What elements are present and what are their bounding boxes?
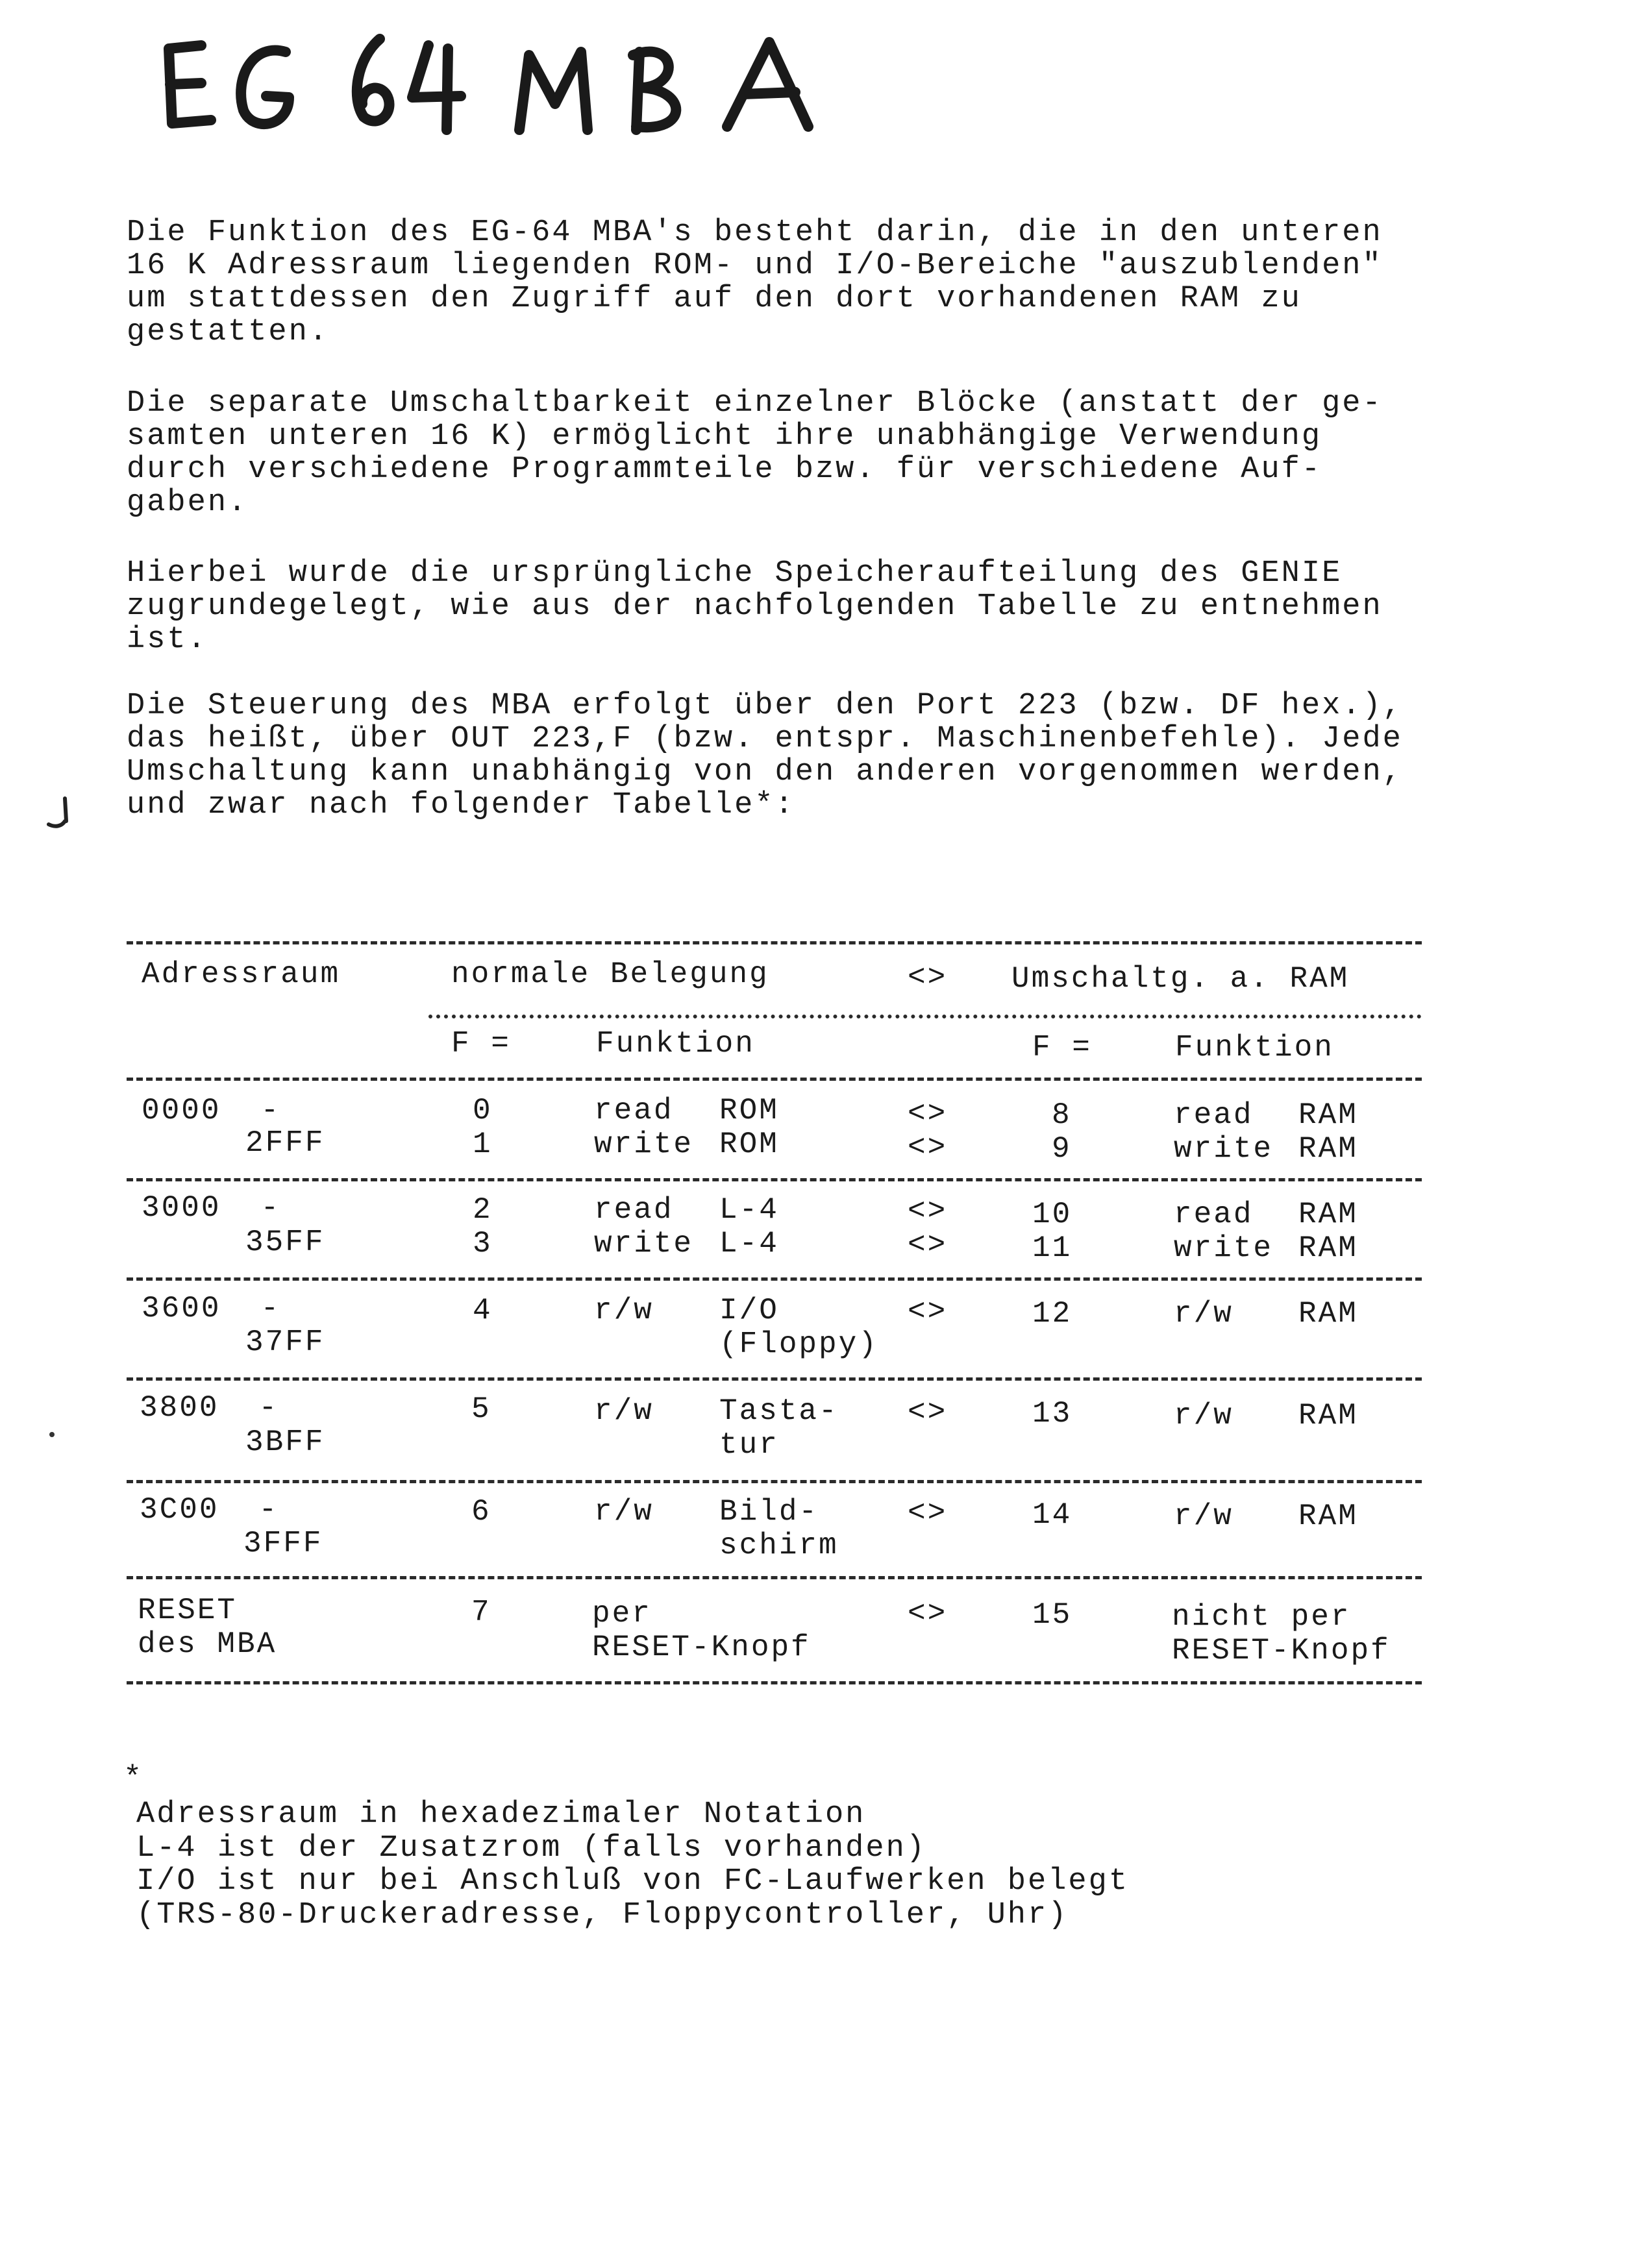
row-func-mode: r/w xyxy=(594,1294,654,1327)
handwritten-title xyxy=(156,19,857,149)
row-ram-mode: r/w xyxy=(1174,1399,1234,1433)
row-f-ram: 15 xyxy=(1032,1598,1072,1632)
row-ram-mode: r/w xyxy=(1174,1297,1234,1331)
row-addr-end: 3FFF xyxy=(243,1527,323,1560)
row-ram-target: RAM xyxy=(1298,1499,1358,1533)
row-arrow: <> <> xyxy=(908,1194,948,1262)
header-normale-belegung: normale Belegung xyxy=(451,957,769,991)
row-f: 6 xyxy=(471,1495,491,1529)
footnote-line: (TRS-80-Druckeradresse, Floppycontroller, Uhr) xyxy=(136,1898,1069,1932)
header-dotted-rule xyxy=(428,1015,1422,1018)
row-ram-mode: r/w xyxy=(1174,1499,1234,1533)
header-umschaltung: Umschaltg. a. RAM xyxy=(1011,962,1350,996)
row-addr-start: 3800 - xyxy=(140,1391,279,1425)
row-arrow: <> xyxy=(908,1597,948,1631)
row-func-mode: read write xyxy=(594,1094,694,1161)
paragraph-switching: Die separate Umschaltbarkeit einzelner Blöcke (anstatt der ge- samten unteren 16 K) ermöglicht ihre unabhängige Verwendung durch verschiedene Programmteile bzw. für verschiedene Auf- gaben. xyxy=(127,386,1383,520)
header-arrow: <> xyxy=(908,961,948,994)
row-f-ram: 13 xyxy=(1032,1397,1072,1431)
title-handwriting-icon xyxy=(156,19,857,149)
row-func-target: Bild- schirm xyxy=(719,1495,839,1562)
row-f: 4 xyxy=(473,1294,493,1327)
row-addr-end: 3BFF xyxy=(245,1425,325,1459)
row-ram-target: RAM RAM xyxy=(1298,1198,1358,1265)
row-arrow: <> <> xyxy=(908,1097,948,1165)
row-f-ram: 10 11 xyxy=(1032,1198,1072,1265)
row-func-target: ROM ROM xyxy=(719,1094,779,1161)
row-ram-target: RAM xyxy=(1298,1399,1358,1433)
row-func-mode: r/w xyxy=(594,1394,654,1428)
row-addr-end: 37FF xyxy=(245,1325,325,1359)
footnote-star: * xyxy=(123,1762,144,1796)
row-arrow: <> xyxy=(908,1396,948,1429)
row-ram-target: RAM xyxy=(1298,1297,1358,1331)
row-addr-start: 3000 - xyxy=(142,1191,281,1225)
row-ram-mode: nicht per RESET-Knopf xyxy=(1172,1600,1391,1668)
row-addr-end: 35FF xyxy=(245,1226,325,1259)
header-funktion-right: Funktion xyxy=(1175,1031,1334,1065)
row-f-ram: 14 xyxy=(1032,1498,1072,1532)
row-func-target: L-4 L-4 xyxy=(719,1193,779,1261)
table-rule-row xyxy=(127,1178,1422,1181)
table-rule-header xyxy=(127,1078,1422,1081)
paragraph-intro: Die Funktion des EG-64 MBA's besteht darin, die in den unteren 16 K Adressraum liegenden ROM- und I/O-Bereiche "auszublenden" um stattdessen den Zugriff auf den dort vorhandenen RAM zu gestatten. xyxy=(127,216,1383,349)
row-f: 5 xyxy=(471,1392,491,1426)
row-func-target: Tasta- tur xyxy=(719,1394,839,1462)
table-rule-row xyxy=(127,1377,1422,1381)
table-rule-row xyxy=(127,1480,1422,1483)
footnote-line: I/O ist nur bei Anschluß von FC-Laufwerken belegt xyxy=(136,1864,1130,1899)
row-addr-start: 3600 - xyxy=(142,1292,281,1325)
row-reset-label: RESET des MBA xyxy=(138,1594,277,1661)
row-ram-target: RAM RAM xyxy=(1298,1098,1358,1166)
row-arrow: <> xyxy=(908,1295,948,1329)
header-funktion-left: Funktion xyxy=(596,1027,755,1061)
scan-speck-icon xyxy=(39,795,78,834)
paragraph-port-control: Die Steuerung des MBA erfolgt über den Port 223 (bzw. DF hex.), das heißt, über OUT 223,F (bzw. entspr. Maschinenbefehle). Jede Umschaltung kann unabhängig von den anderen vorgenommen werden, und zwar nach folgender Tabelle*: xyxy=(127,689,1403,822)
row-func-mode: read write xyxy=(594,1193,694,1261)
row-f: 0 1 xyxy=(473,1094,493,1161)
footnote-line: Adressraum in hexadezimaler Notation xyxy=(136,1797,866,1832)
table-rule-bottom xyxy=(127,1681,1422,1684)
row-f-ram: 12 xyxy=(1032,1297,1072,1331)
paragraph-memory-layout: Hierbei wurde die ursprüngliche Speicheraufteilung des GENIE zugrundegelegt, wie aus der nachfolgenden Tabelle zu entnehmen ist. xyxy=(127,556,1383,657)
table-rule-row xyxy=(127,1576,1422,1579)
row-f-ram: 8 9 xyxy=(1052,1098,1072,1166)
table-rule-row xyxy=(127,1277,1422,1281)
row-addr-end: 2FFF xyxy=(245,1126,325,1160)
row-func-mode: r/w xyxy=(594,1495,654,1529)
footnote-line: L-4 ist der Zusatzrom (falls vorhanden) xyxy=(136,1831,926,1866)
row-f: 7 xyxy=(471,1596,491,1629)
row-arrow: <> xyxy=(908,1496,948,1530)
table-rule-top xyxy=(127,941,1422,944)
header-f-left: F = xyxy=(451,1027,511,1061)
row-ram-mode: read write xyxy=(1174,1198,1274,1265)
row-addr-start: 3C00 - xyxy=(140,1493,279,1527)
row-func-target: I/O (Floppy) xyxy=(719,1294,878,1361)
row-f: 2 3 xyxy=(473,1193,493,1261)
header-adressraum: Adressraum xyxy=(142,957,341,991)
row-func-mode: per RESET-Knopf xyxy=(592,1597,811,1664)
row-addr-start: 0000 - xyxy=(142,1094,281,1128)
header-f-right: F = xyxy=(1032,1031,1092,1065)
row-ram-mode: read write xyxy=(1174,1098,1274,1166)
scan-speck-icon xyxy=(45,1428,65,1441)
